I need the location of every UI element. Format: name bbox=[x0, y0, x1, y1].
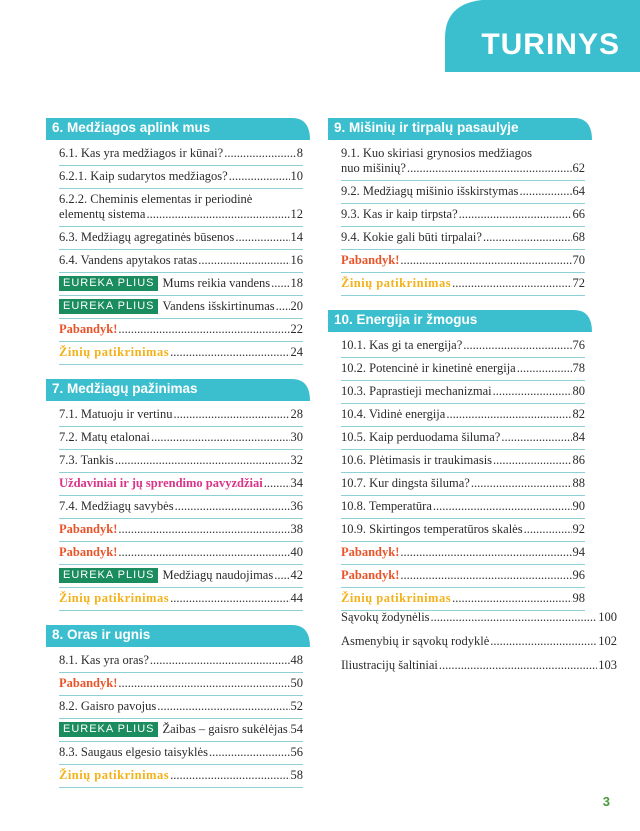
section-header bbox=[46, 625, 316, 647]
toc-entry[interactable] bbox=[59, 673, 303, 696]
leader-dots bbox=[118, 545, 289, 560]
toc-entry[interactable] bbox=[341, 427, 585, 450]
toc-entry[interactable] bbox=[59, 450, 303, 473]
entry-page: 42 bbox=[290, 568, 303, 582]
section-header bbox=[328, 310, 598, 332]
leader-dots bbox=[264, 476, 290, 491]
entry-page: 82 bbox=[572, 407, 585, 421]
section-title: 6. Medžiagos aplink mus bbox=[52, 120, 211, 135]
entry-label: Pabandyk! bbox=[59, 676, 118, 690]
toc-entry[interactable] bbox=[59, 473, 303, 496]
entry-second-line bbox=[59, 207, 303, 222]
toc-section bbox=[46, 625, 316, 788]
entry-page: 103 bbox=[598, 658, 617, 672]
section-header bbox=[46, 379, 316, 401]
entry-label: Uždaviniai ir jų sprendimo pavyzdžiai bbox=[59, 476, 263, 490]
toc-entry[interactable] bbox=[59, 565, 303, 588]
leader-dots bbox=[170, 591, 289, 606]
entry-page: 18 bbox=[290, 276, 303, 290]
toc-entry[interactable] bbox=[341, 250, 585, 273]
leader-dots bbox=[118, 322, 289, 337]
toc-entry[interactable] bbox=[59, 227, 303, 250]
leader-dots bbox=[459, 207, 572, 222]
leader-dots bbox=[452, 591, 571, 606]
section-title: 7. Medžiagų pažinimas bbox=[52, 381, 198, 396]
entry-label: 6.3. Medžiagų agregatinės būsenos bbox=[59, 230, 235, 244]
leader-dots bbox=[276, 299, 290, 314]
entry-label: 8.2. Gaisro pavojus bbox=[59, 699, 157, 713]
leader-dots bbox=[146, 207, 289, 222]
entry-label: Žinių patikrinimas bbox=[59, 345, 170, 359]
toc-entry[interactable] bbox=[59, 189, 303, 227]
entry-page: 28 bbox=[290, 407, 303, 421]
entry-label: Pabandyk! bbox=[59, 545, 118, 559]
toc-entry[interactable] bbox=[59, 719, 303, 742]
toc-section bbox=[46, 379, 316, 611]
leader-dots bbox=[431, 610, 598, 625]
leader-dots bbox=[229, 169, 290, 184]
toc-entry[interactable] bbox=[59, 143, 303, 166]
entry-page: 98 bbox=[572, 591, 585, 605]
extra-entry[interactable] bbox=[341, 630, 617, 654]
entry-page: 8 bbox=[296, 146, 303, 160]
entry-label: Žinių patikrinimas bbox=[341, 276, 452, 290]
entry-page: 24 bbox=[290, 345, 303, 359]
leader-dots bbox=[400, 568, 571, 583]
entry-label: Sąvokų žodynėlis bbox=[341, 610, 430, 624]
entry-page: 84 bbox=[572, 430, 585, 444]
entry-label: Žaibas – gaisro sukėlėjas bbox=[162, 722, 288, 736]
entry-label: Pabandyk! bbox=[341, 253, 400, 267]
entry-label: Iliustracijų šaltiniai bbox=[341, 658, 438, 672]
entry-label: 6.1. Kas yra medžiagos ir kūnai? bbox=[59, 146, 224, 160]
toc-entry[interactable] bbox=[59, 519, 303, 542]
entry-label: 9.2. Medžiagų mišinio išskirstymas bbox=[341, 184, 519, 198]
leader-dots bbox=[174, 407, 290, 422]
entry-page: 72 bbox=[572, 276, 585, 290]
entry-label: 7.1. Matuoju ir vertinu bbox=[59, 407, 173, 421]
eureka-plius-badge: EUREKA PLIUS bbox=[59, 299, 158, 314]
leader-dots bbox=[471, 476, 572, 491]
toc-entry[interactable] bbox=[341, 358, 585, 381]
leader-dots bbox=[271, 276, 289, 291]
toc-column-left bbox=[46, 118, 316, 802]
toc-entry[interactable] bbox=[59, 250, 303, 273]
page-number: 3 bbox=[602, 794, 610, 809]
toc-entry[interactable] bbox=[341, 273, 585, 296]
leader-dots bbox=[175, 499, 290, 514]
toc-entry[interactable] bbox=[341, 496, 585, 519]
entry-page: 80 bbox=[572, 384, 585, 398]
toc-entry[interactable] bbox=[59, 588, 303, 611]
entry-label-cont: elementų sistema bbox=[59, 207, 146, 221]
entry-page: 94 bbox=[572, 545, 585, 559]
entry-label: 9.1. Kuo skiriasi grynosios medžiagos bbox=[341, 146, 532, 160]
entry-label: 6.4. Vandens apytakos ratas bbox=[59, 253, 198, 267]
entry-label: Medžiagų naudojimas bbox=[162, 568, 274, 582]
entry-page: 30 bbox=[290, 430, 303, 444]
entry-label: Pabandyk! bbox=[341, 568, 400, 582]
section-title: 9. Mišinių ir tirpalų pasaulyje bbox=[334, 120, 519, 135]
entry-page: 50 bbox=[290, 676, 303, 690]
entry-label: 9.3. Kas ir kaip tirpsta? bbox=[341, 207, 458, 221]
toc-section bbox=[46, 118, 316, 365]
eureka-plius-badge: EUREKA PLIUS bbox=[59, 276, 158, 291]
entry-label: 6.2.2. Cheminis elementas ir periodinė bbox=[59, 192, 253, 206]
eureka-plius-badge: EUREKA PLIUS bbox=[59, 722, 158, 737]
entry-page: 38 bbox=[290, 522, 303, 536]
leader-dots bbox=[151, 430, 290, 445]
entry-page: 64 bbox=[572, 184, 585, 198]
leader-dots bbox=[452, 276, 571, 291]
toc-section bbox=[328, 118, 598, 296]
leader-dots bbox=[483, 230, 572, 245]
entry-page: 70 bbox=[572, 253, 585, 267]
entry-page: 92 bbox=[572, 522, 585, 536]
entry-page: 14 bbox=[290, 230, 303, 244]
entry-second-line bbox=[341, 161, 585, 176]
entry-page: 48 bbox=[290, 653, 303, 667]
leader-dots bbox=[519, 184, 571, 199]
leader-dots bbox=[274, 568, 289, 583]
entry-label: 8.1. Kas yra oras? bbox=[59, 653, 149, 667]
entry-page: 96 bbox=[572, 568, 585, 582]
leader-dots bbox=[118, 676, 289, 691]
leader-dots bbox=[517, 361, 572, 376]
toc-entry[interactable] bbox=[59, 696, 303, 719]
toc-entry[interactable] bbox=[59, 166, 303, 189]
toc-entry[interactable] bbox=[59, 650, 303, 673]
entry-label: 7.2. Matų etalonai bbox=[59, 430, 150, 444]
toc-entry[interactable] bbox=[341, 565, 585, 588]
entry-page: 68 bbox=[572, 230, 585, 244]
leader-dots bbox=[118, 522, 289, 537]
leader-dots bbox=[150, 653, 290, 668]
entry-label: Pabandyk! bbox=[341, 545, 400, 559]
entry-page: 34 bbox=[290, 476, 303, 490]
entry-label: 8.3. Saugaus elgesio taisyklės bbox=[59, 745, 208, 759]
entry-page: 58 bbox=[290, 768, 303, 782]
entry-label: Žinių patikrinimas bbox=[59, 768, 170, 782]
entry-label: Žinių patikrinimas bbox=[59, 591, 170, 605]
toc-entry[interactable] bbox=[341, 227, 585, 250]
toc-entry[interactable] bbox=[59, 427, 303, 450]
leader-dots bbox=[463, 338, 571, 353]
entry-label: 10.1. Kas gi ta energija? bbox=[341, 338, 463, 352]
entry-label: Vandens išskirtinumas bbox=[162, 299, 275, 313]
eureka-plius-badge: EUREKA PLIUS bbox=[59, 568, 158, 583]
entry-page: 66 bbox=[572, 207, 585, 221]
toc-entry[interactable] bbox=[59, 542, 303, 565]
leader-dots bbox=[198, 253, 289, 268]
extra-entry[interactable] bbox=[341, 654, 617, 678]
toc-entry[interactable] bbox=[341, 335, 585, 358]
leader-dots bbox=[407, 161, 572, 176]
entry-label: 10.4. Vidinė energija bbox=[341, 407, 446, 421]
entry-label: Pabandyk! bbox=[59, 522, 118, 536]
toc-entry[interactable] bbox=[341, 381, 585, 404]
toc-entry[interactable] bbox=[59, 319, 303, 342]
toc-entry[interactable] bbox=[341, 204, 585, 227]
leader-dots bbox=[433, 499, 572, 514]
toc-entry[interactable] bbox=[59, 273, 303, 296]
leader-dots bbox=[400, 253, 571, 268]
leader-dots bbox=[493, 384, 572, 399]
leader-dots bbox=[170, 768, 289, 783]
leader-dots bbox=[400, 545, 571, 560]
toc-entry[interactable] bbox=[341, 181, 585, 204]
page-title: TURINYS bbox=[481, 28, 620, 61]
entry-page: 44 bbox=[290, 591, 303, 605]
entry-page: 56 bbox=[290, 745, 303, 759]
entry-label: 10.9. Skirtingos temperatūros skalės bbox=[341, 522, 523, 536]
leader-dots bbox=[115, 453, 290, 468]
toc-entry[interactable] bbox=[341, 450, 585, 473]
entry-label: 7.4. Medžiagų savybės bbox=[59, 499, 174, 513]
entry-page: 100 bbox=[598, 610, 617, 624]
toc-entry[interactable] bbox=[341, 473, 585, 496]
entry-page: 86 bbox=[572, 453, 585, 467]
leader-dots bbox=[501, 430, 571, 445]
leader-dots bbox=[209, 745, 290, 760]
extras-list bbox=[341, 606, 617, 678]
entry-label: 6.2.1. Kaip sudarytos medžiagos? bbox=[59, 169, 228, 183]
entry-label: Mums reikia vandens bbox=[162, 276, 271, 290]
extra-entry[interactable] bbox=[341, 606, 617, 630]
entry-label: 10.6. Plėtimasis ir traukimasis bbox=[341, 453, 493, 467]
section-title: 10. Energija ir žmogus bbox=[334, 312, 478, 327]
entry-page: 102 bbox=[598, 634, 617, 648]
entry-page: 88 bbox=[572, 476, 585, 490]
entry-label: 9.4. Kokie gali būti tirpalai? bbox=[341, 230, 482, 244]
entry-label: 10.5. Kaip perduodama šiluma? bbox=[341, 430, 501, 444]
entry-page: 36 bbox=[290, 499, 303, 513]
entry-label: 10.8. Temperatūra bbox=[341, 499, 432, 513]
entry-page: 54 bbox=[290, 722, 303, 736]
toc-entry[interactable] bbox=[341, 542, 585, 565]
entry-label: 7.3. Tankis bbox=[59, 453, 114, 467]
entry-page: 40 bbox=[290, 545, 303, 559]
leader-dots bbox=[524, 522, 572, 537]
entry-page: 62 bbox=[572, 161, 585, 175]
leader-dots bbox=[490, 634, 597, 649]
entry-page: 52 bbox=[290, 699, 303, 713]
entry-page: 90 bbox=[572, 499, 585, 513]
toc-entry[interactable] bbox=[341, 143, 585, 181]
leader-dots bbox=[446, 407, 571, 422]
section-title: 8. Oras ir ugnis bbox=[52, 627, 151, 642]
toc-entry[interactable] bbox=[59, 342, 303, 365]
section-header bbox=[46, 118, 316, 140]
entry-page: 22 bbox=[290, 322, 303, 336]
toc-section bbox=[328, 310, 598, 611]
toc-entry[interactable] bbox=[59, 404, 303, 427]
toc-entry[interactable] bbox=[59, 296, 303, 319]
entry-page: 16 bbox=[290, 253, 303, 267]
toc-entry[interactable] bbox=[59, 765, 303, 788]
entry-page: 10 bbox=[290, 169, 303, 183]
leader-dots bbox=[224, 146, 296, 161]
leader-dots bbox=[235, 230, 289, 245]
entry-page: 20 bbox=[290, 299, 303, 313]
entry-label: Asmenybių ir sąvokų rodyklė bbox=[341, 634, 490, 648]
toc-column-right bbox=[328, 118, 598, 625]
entry-label: 10.3. Paprastieji mechanizmai bbox=[341, 384, 492, 398]
toc-entry[interactable] bbox=[59, 496, 303, 519]
leader-dots bbox=[289, 722, 290, 737]
entry-page: 12 bbox=[290, 207, 303, 221]
entry-label-cont: nuo mišinių? bbox=[341, 161, 406, 175]
entry-label: 10.7. Kur dingsta šiluma? bbox=[341, 476, 470, 490]
toc-entry[interactable] bbox=[341, 404, 585, 427]
entry-label: Pabandyk! bbox=[59, 322, 118, 336]
entry-page: 32 bbox=[290, 453, 303, 467]
entry-label: Žinių patikrinimas bbox=[341, 591, 452, 605]
section-header bbox=[328, 118, 598, 140]
leader-dots bbox=[493, 453, 571, 468]
leader-dots bbox=[170, 345, 289, 360]
entry-page: 76 bbox=[572, 338, 585, 352]
leader-dots bbox=[157, 699, 289, 714]
toc-entry[interactable] bbox=[59, 742, 303, 765]
entry-label: 10.2. Potencinė ir kinetinė energija bbox=[341, 361, 516, 375]
toc-entry[interactable] bbox=[341, 519, 585, 542]
entry-page: 78 bbox=[572, 361, 585, 375]
leader-dots bbox=[439, 658, 597, 673]
